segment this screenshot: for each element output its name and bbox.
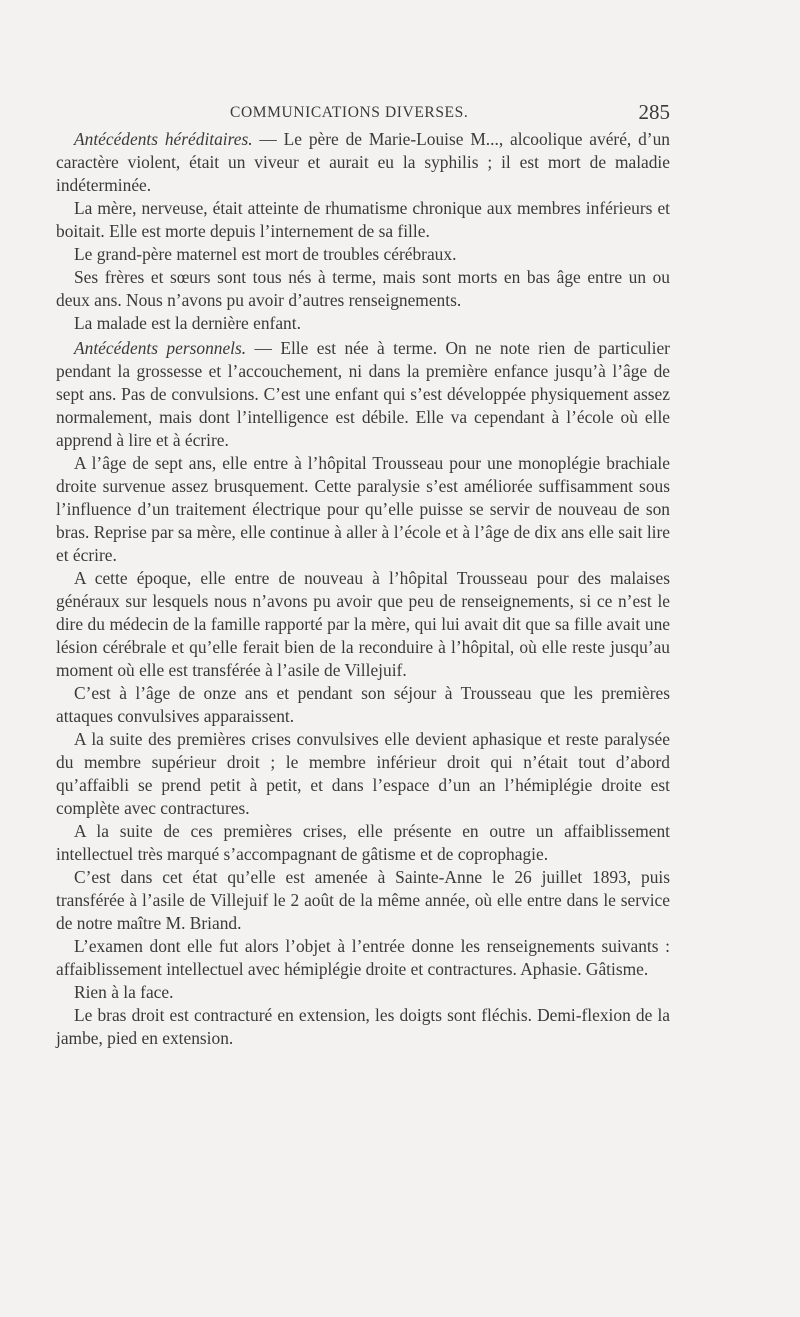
paragraph-hereditary <box>56 128 670 197</box>
paragraph-age-eleven: C’est à l’âge de onze ans et pendant son séjour à Trousseau que les premières attaques convulsives apparaissent. <box>56 683 670 726</box>
section-heading-personal: Antécédents personnels. <box>74 338 247 358</box>
paragraph-siblings: Ses frères et sœurs sont tous nés à terme, mais sont morts en bas âge entre un ou deux ans. Nous n’avons pu avoir d’autres renseignements. <box>56 267 670 310</box>
paragraph-personal <box>56 337 670 452</box>
paragraph-last-child: La malade est la dernière enfant. <box>74 313 301 333</box>
paragraph-admission: C’est dans cet état qu’elle est amenée à Sainte-Anne le 26 juillet 1893, puis transférée à l’asile de Villejuif le 2 août de la même année, où elle entre dans le service de notre maître M. Briand. <box>56 867 670 933</box>
paragraph-age-seven: A l’âge de sept ans, elle entre à l’hôpital Trousseau pour une monoplégie brachiale droite survenue assez brusquement. Cette paralysie s’est améliorée suffisamment sous l’influence d’un traitement électrique pour qu’elle puisse se servir de nouveau de son bras. Reprise par sa mère, elle continue à aller à l’école et à l’âge de dix ans elle sait lire et écrire. <box>56 453 670 565</box>
paragraph-intellect: A la suite de ces premières crises, elle présente en outre un affaiblissement intellectuel très marqué s’accompagnant de gâtisme et de coprophagie. <box>56 821 670 864</box>
paragraph-text: — Le père de Marie-Louise M..., alcoolique avéré, d’un caractère violent, était un viveur et aurait eu la syphilis ; il est mort de maladie indéterminée. <box>56 129 670 195</box>
paragraph-trousseau: A cette époque, elle entre de nouveau à l’hôpital Trousseau pour des malaises généraux sur lesquels nous n’avons pu avoir que peu de renseignements, si ce n’est le dire du médecin de la famille rapporté par la mère, qui lui avait dit que sa fille avait une lésion cérébrale et qu’elle ferait bien de la reconduire à l’hôpital, où elle reste jusqu’au moment où elle est transférée à l’asile de Villejuif. <box>56 568 670 680</box>
paragraph-text: — Elle est née à terme. On ne note rien de particulier pendant la grossesse et l’accouchement, ni dans la première enfance jusqu’à l’âge de sept ans. Pas de convulsions. C’est une enfant qui s’est développée physiquement assez normalement, mais dont l’intelligence est débile. Elle va cependant à l’école où elle apprend à lire et à écrire. <box>56 338 670 450</box>
paragraph-aphasia: A la suite des premières crises convulsives elle devient aphasique et reste paralysée du membre supérieur droit ; le membre inférieur droit qui n’était tout d’abord qu’affaibli se prend petit à petit, et dans l’espace d’un an l’hémiplégie droite est complète avec contractures. <box>56 729 670 818</box>
section-heading-hereditary: Antécédents héréditaires. <box>74 129 253 149</box>
page-number: 285 <box>638 100 670 124</box>
page-header <box>230 100 670 128</box>
paragraph-mother: La mère, nerveuse, était atteinte de rhumatisme chronique aux membres inférieurs et boitait. Elle est morte depuis l’internement de sa fille. <box>56 198 670 241</box>
paragraph-face: Rien à la face. <box>74 982 174 1002</box>
paragraph-grandfather: Le grand-père maternel est mort de troubles cérébraux. <box>74 244 457 264</box>
paragraph-limbs: Le bras droit est contracturé en extension, les doigts sont fléchis. Demi-flexion de la jambe, pied en extension. <box>56 1005 670 1048</box>
running-title: COMMUNICATIONS DIVERSES. <box>230 104 469 121</box>
paragraph-examination: L’examen dont elle fut alors l’objet à l’entrée donne les renseignements suivants : affaiblissement intellectuel avec hémiplégie droite et contractures. Aphasie. Gâtisme. <box>56 936 670 979</box>
body-text <box>56 128 670 1050</box>
